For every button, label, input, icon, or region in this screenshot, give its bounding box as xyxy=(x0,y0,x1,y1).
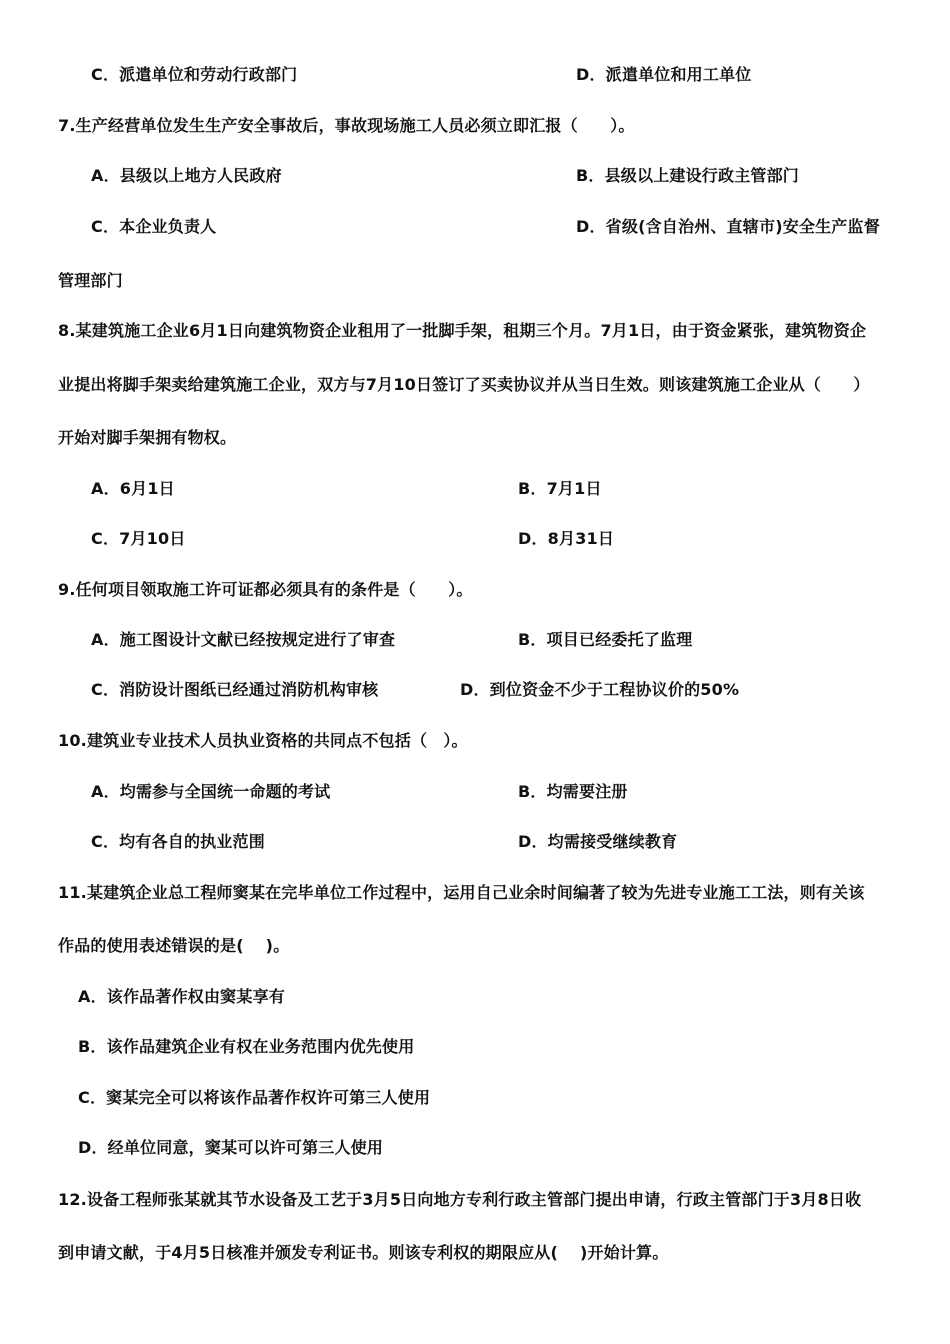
q7-option-d: D．省级(含自治州、直辖市)安全生产监督 xyxy=(576,217,880,236)
q10-option-a: A．均需参与全国统一命题的考试 xyxy=(91,782,331,801)
q10-option-d: D．均需接受继续教育 xyxy=(518,832,678,851)
q10-option-b: B．均需要注册 xyxy=(518,782,628,801)
q8-stem-line-1: 8.某建筑施工企业6月1日向建筑物资企业租用了一批脚手架，租期三个月。7月1日，由于资金紧张，建筑物资企 xyxy=(58,321,867,340)
q6-option-c: C．派遣单位和劳动行政部门 xyxy=(91,65,298,84)
q8-option-d: D．8月31日 xyxy=(518,529,615,548)
q9-option-b: B．项目已经委托了监理 xyxy=(518,630,693,649)
q9-option-c: C．消防设计图纸已经通过消防机构审核 xyxy=(91,680,379,699)
q12-stem-line-1: 12.设备工程师张某就其节水设备及工艺于3月5日向地方专利行政主管部门提出申请，行政主管部门于3月8日收 xyxy=(58,1190,862,1209)
q7-option-d-continued: 管理部门 xyxy=(58,271,123,290)
q11-option-b: B．该作品建筑企业有权在业务范围内优先使用 xyxy=(78,1037,415,1056)
q8-option-b: B．7月1日 xyxy=(518,479,602,498)
q12-stem-line-2: 到申请文献，于4月5日核准并颁发专利证书。则该专利权的期限应从( )开始计算。 xyxy=(58,1243,669,1262)
q8-option-a: A．6月1日 xyxy=(91,479,175,498)
q10-stem: 10.建筑业专业技术人员执业资格的共同点不包括（ ）。 xyxy=(58,731,468,750)
q6-option-d: D．派遣单位和用工单位 xyxy=(576,65,752,84)
q11-option-a: A．该作品著作权由窦某享有 xyxy=(78,987,285,1006)
q8-option-c: C．7月10日 xyxy=(91,529,186,548)
q11-stem-line-1: 11.某建筑企业总工程师窦某在完毕单位工作过程中，运用自己业余时间编著了较为先进专业施工工法，则有关该 xyxy=(58,883,865,902)
q8-stem-line-2: 业提出将脚手架卖给建筑施工企业，双方与7月10日签订了买卖协议并从当日生效。则该建筑施工企业从（ ） xyxy=(58,375,870,394)
q11-option-d: D．经单位同意，窦某可以许可第三人使用 xyxy=(78,1138,384,1157)
q10-option-c: C．均有各自的执业范围 xyxy=(91,832,265,851)
q7-option-c: C．本企业负责人 xyxy=(91,217,217,236)
q11-stem-line-2: 作品的使用表述错误的是( )。 xyxy=(58,936,290,955)
q7-option-a: A．县级以上地方人民政府 xyxy=(91,166,282,185)
q11-option-c: C．窦某完全可以将该作品著作权许可第三人使用 xyxy=(78,1088,431,1107)
q7-option-b: B．县级以上建设行政主管部门 xyxy=(576,166,799,185)
q9-option-d: D．到位资金不少于工程协议价的50% xyxy=(460,680,740,699)
q8-stem-line-3: 开始对脚手架拥有物权。 xyxy=(58,428,237,447)
q7-stem: 7.生产经营单位发生生产安全事故后，事故现场施工人员必须立即汇报（ ）。 xyxy=(58,116,635,135)
q9-option-a: A．施工图设计文献已经按规定进行了审查 xyxy=(91,630,396,649)
q9-stem: 9.任何项目领取施工许可证都必须具有的条件是（ ）。 xyxy=(58,580,473,599)
